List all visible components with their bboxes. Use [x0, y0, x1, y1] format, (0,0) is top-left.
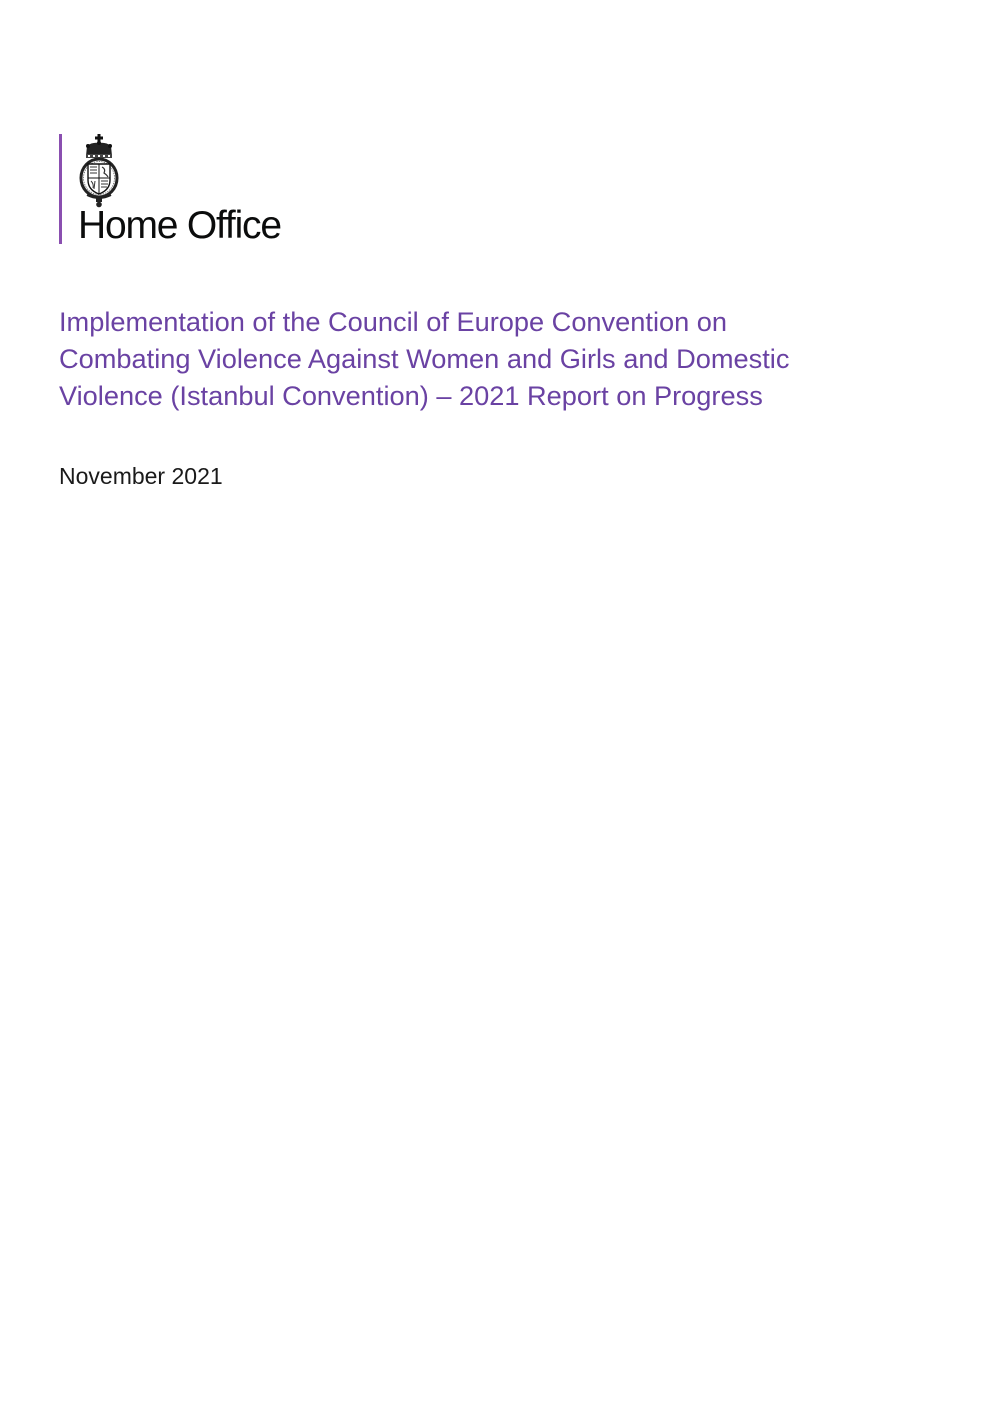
- department-name: Home Office: [78, 204, 281, 247]
- home-office-logo: [59, 134, 339, 247]
- document-title-line: Implementation of the Council of Europe Convention on: [59, 306, 728, 337]
- document-title-line: Combating Violence Against Women and Girls and Domestic: [59, 343, 790, 374]
- royal-coat-of-arms-icon: [79, 134, 119, 208]
- document-title: [59, 303, 939, 414]
- document-title-line: Violence (Istanbul Convention) – 2021 Report on Progress: [59, 380, 763, 411]
- publication-date: November 2021: [59, 463, 223, 489]
- logo-accent-bar: [59, 134, 62, 244]
